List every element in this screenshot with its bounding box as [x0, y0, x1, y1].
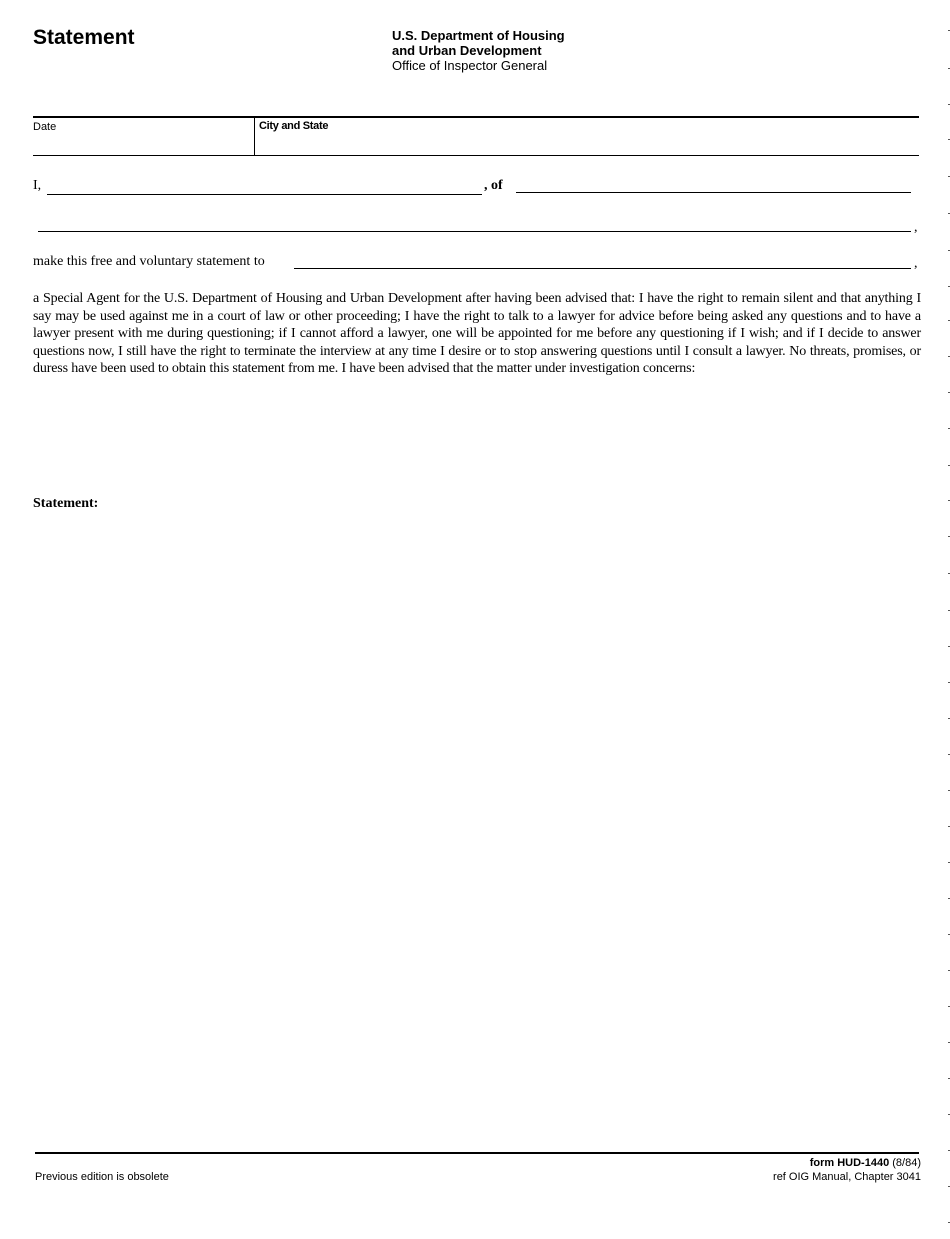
statement-to-comma: ,	[914, 256, 918, 271]
agency-line-3: Office of Inspector General	[392, 58, 548, 73]
name-input-line[interactable]	[47, 194, 482, 195]
form-identifier	[773, 1156, 921, 1184]
city-state-input-area[interactable]	[258, 134, 918, 154]
name-prefix: I,	[33, 178, 42, 193]
date-input-area[interactable]	[33, 134, 251, 154]
city-state-label: City and State	[259, 120, 329, 132]
of-label: , of	[484, 178, 503, 193]
form-title: Statement	[33, 26, 135, 49]
form-number: form HUD-1440	[809, 1157, 890, 1169]
date-city-divider	[254, 118, 255, 156]
form-number-line	[773, 1156, 921, 1170]
agency-line-1: U.S. Department of Housing	[392, 28, 565, 43]
form-date: (8/84)	[892, 1157, 921, 1169]
footer-rule	[35, 1152, 919, 1154]
agency-line-2: and Urban Development	[392, 43, 542, 58]
obsolete-note: Previous edition is obsolete	[35, 1171, 169, 1183]
statement-writing-area[interactable]	[33, 520, 919, 1145]
statement-to-label: make this free and voluntary statement to	[33, 254, 265, 269]
top-rule	[33, 116, 919, 118]
rights-advisement-paragraph: a Special Agent for the U.S. Department of Housing and Urban Development after having been advised that: I have the right to remain silent and that anything I say may be used against me in a court of law or other proceeding; I have the right to talk to a lawyer for advice before being asked any questions and to have a lawyer present with me during questioning; if I cannot afford a lawyer, one will be appointed for me before any questioning if I wish; and if I decide to answer questions now, I still have the right to terminate the interview at any time I desire or to stop answering questions until I consult a lawyer. No threats, promises, or duress have been used to obtain this statement from me. I have been advised that the matter under investigation concerns:	[33, 291, 921, 376]
date-field-bottom-rule	[33, 155, 919, 156]
manual-reference: ref OIG Manual, Chapter 3041	[773, 1171, 921, 1183]
agency-block	[392, 28, 565, 73]
statement-to-input-line[interactable]	[294, 268, 911, 269]
address-input-line[interactable]	[38, 231, 911, 232]
of-input-line[interactable]	[516, 192, 911, 193]
date-label: Date	[33, 121, 57, 133]
statement-label: Statement:	[33, 496, 99, 511]
address-comma: ,	[914, 220, 918, 235]
